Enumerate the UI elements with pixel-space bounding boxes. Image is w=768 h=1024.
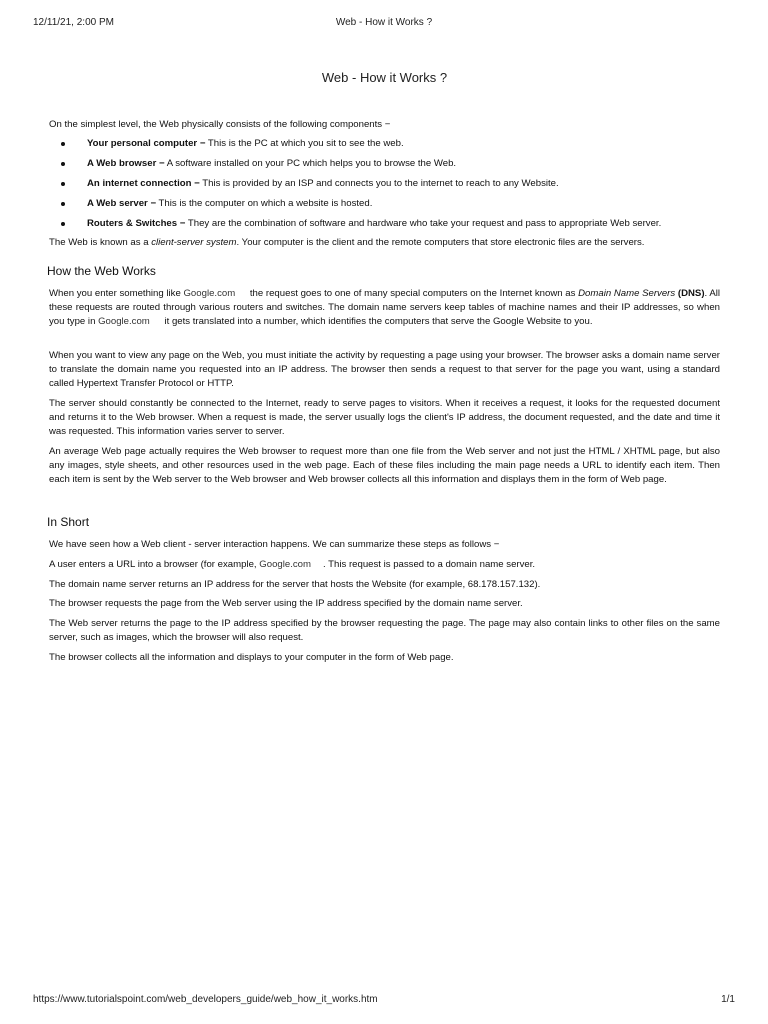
component-desc: A software installed on your PC which helps you to browse the Web. — [164, 158, 457, 169]
bullet-icon — [61, 162, 65, 166]
how-paragraph-2: When you want to view any page on the Web, you must initiate the activity by requesting a page using your browser. The browser asks a domain name server to translate the domain name you requested into an IP address. The browser then sends a request to that server for the page you want, using a standard called Hypertext Transfer Protocol or HTTP. — [49, 350, 720, 389]
component-term: An internet connection − — [87, 178, 200, 189]
list-item — [49, 217, 720, 237]
print-datetime: 12/11/21, 2:00 PM — [33, 17, 114, 28]
component-desc: This is provided by an ISP and connects you to the internet to reach to any Website. — [199, 178, 559, 189]
how-paragraph-3: The server should constantly be connected to the Internet, ready to serve pages to visitors. When it receives a request, it looks for the requested document and returns it to the Web browser. When a request is made, the server usually logs the client's IP address, the document requested, and the date and time it was requested. This information varies server to server. — [49, 398, 720, 437]
bullet-icon — [61, 202, 65, 206]
component-desc: They are the combination of software and hardware who take your request and pass to appropriate Web server. — [185, 218, 662, 229]
text: the request goes to one of many special computers on the Internet known as — [247, 288, 579, 299]
print-title: Web - How it Works ? — [335, 17, 433, 28]
text: it gets translated into a number, which identifies the computers that serve the Google Website to you. — [161, 316, 593, 327]
page-title: Web - How it Works ? — [321, 69, 448, 85]
short-paragraph-5: The Web server returns the page to the IP address specified by the browser requesting the page. The page may also contain links to other files on the same server, such as images, which the browser will also request. — [49, 618, 720, 643]
print-header — [33, 17, 735, 31]
list-item — [49, 177, 720, 197]
emphasis-text: Domain Name Servers — [578, 288, 676, 299]
text: . All these requests are routed through various routers and switches. The domain name servers keep tables of machine names and their IP addresses, so when you type in — [49, 288, 720, 327]
short-paragraph-3: The domain name server returns an IP address for the server that hosts the Website (for example, 68.178.157.132). — [49, 579, 541, 590]
component-desc: This is the PC at which you sit to see the web. — [205, 138, 404, 149]
text: A user enters a URL into a browser (for example, — [49, 559, 260, 570]
section-heading-short: In Short — [47, 515, 90, 529]
component-desc: This is the computer on which a website is hosted. — [156, 198, 373, 209]
list-item — [49, 197, 720, 217]
short-paragraph-4: The browser requests the page from the Web server using the IP address specified by the domain name server. — [49, 598, 523, 609]
text: . Your computer is the client and the remote computers that store electronic files are the servers. — [236, 237, 645, 248]
component-term: A Web browser − — [87, 158, 165, 169]
text: The Web is known as a — [49, 237, 152, 248]
google-link[interactable]: Google.com — [183, 288, 236, 299]
component-term: Your personal computer − — [87, 138, 206, 149]
how-paragraph-4: An average Web page actually requires the Web browser to request more than one file from the Web server and not just the HTML / XHTML page, but also any images, style sheets, and other resources used in the web page. Each of these files including the main page needs a URL to identify each item. Then each item is sent by the Web server to the Web browser and Web browser collects all this information and displays them in the form of Web page. — [49, 446, 720, 485]
component-term: A Web server − — [87, 198, 157, 209]
components-list — [49, 137, 720, 237]
text: When you enter something like — [49, 288, 184, 299]
intro-paragraph: On the simplest level, the Web physically consists of the following components − — [49, 119, 391, 130]
bullet-icon — [61, 182, 65, 186]
client-server-paragraph — [49, 236, 720, 250]
short-paragraph-1: We have seen how a Web client - server interaction happens. We can summarize these steps as follows − — [49, 539, 500, 550]
page-count: 1/1 — [721, 994, 735, 1005]
bold-text: (DNS) — [675, 288, 705, 299]
google-link[interactable]: Google.com — [259, 559, 311, 570]
text: . This request is passed to a domain name server. — [323, 559, 536, 570]
how-paragraph-1 — [49, 287, 720, 329]
list-item — [49, 157, 720, 177]
print-footer — [33, 994, 735, 1008]
bullet-icon — [61, 142, 65, 146]
google-link[interactable]: Google.com — [98, 316, 150, 327]
short-paragraph-2 — [49, 558, 720, 572]
section-heading-how: How the Web Works — [47, 264, 156, 278]
short-paragraph-6: The browser collects all the information and displays to your computer in the form of Web page. — [49, 652, 454, 663]
list-item — [49, 137, 720, 157]
component-term: Routers & Switches − — [87, 218, 186, 229]
emphasis-text: client-server system — [151, 237, 237, 248]
page-url: https://www.tutorialspoint.com/web_developers_guide/web_how_it_works.htm — [33, 994, 378, 1005]
bullet-icon — [61, 222, 65, 226]
